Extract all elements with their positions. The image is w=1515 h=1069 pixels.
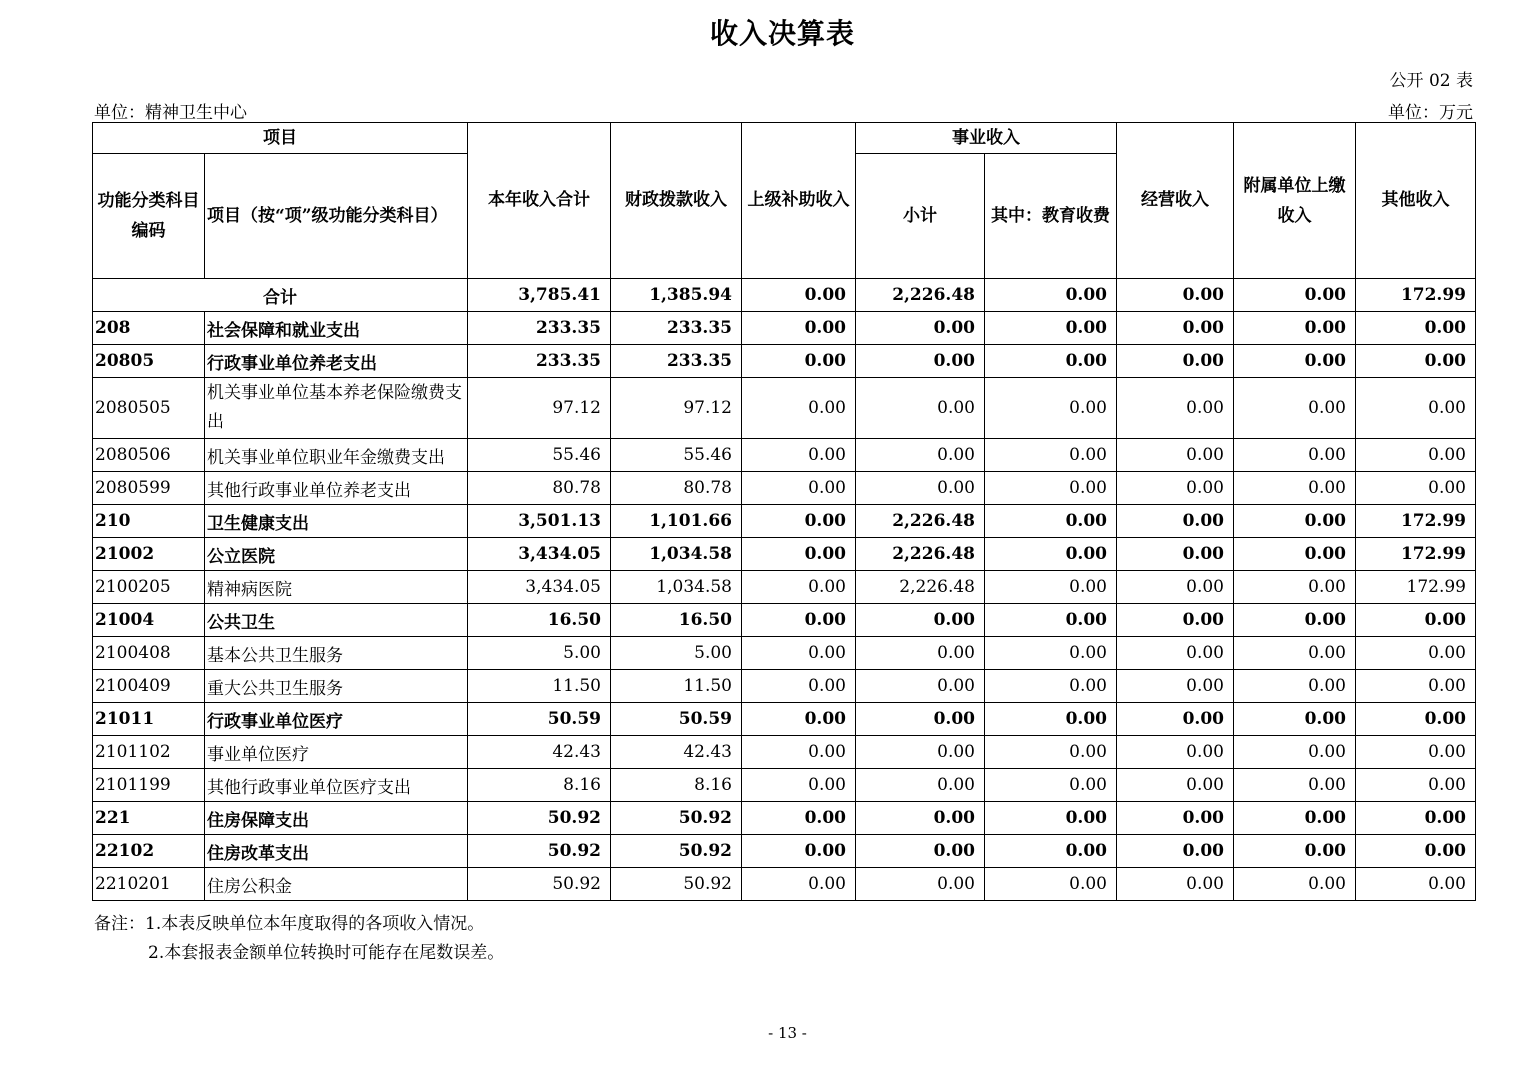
row-value: 50.92 — [611, 835, 742, 868]
row-name: 行政事业单位养老支出 — [205, 345, 468, 378]
row-name: 其他行政事业单位医疗支出 — [205, 769, 468, 802]
row-value: 0.00 — [985, 571, 1117, 604]
row-value: 0.00 — [985, 439, 1117, 472]
row-value: 50.92 — [611, 868, 742, 901]
row-name: 住房公积金 — [205, 868, 468, 901]
row-value: 0.00 — [1234, 835, 1356, 868]
row-value: 0.00 — [1356, 312, 1476, 345]
total-cell: 172.99 — [1356, 279, 1476, 312]
row-value: 0.00 — [985, 345, 1117, 378]
row-value: 0.00 — [856, 345, 985, 378]
row-value: 0.00 — [856, 835, 985, 868]
row-code: 2101199 — [93, 769, 205, 802]
row-value: 0.00 — [1117, 670, 1234, 703]
header-fiscal: 财政拨款收入 — [611, 123, 742, 279]
row-code: 22102 — [93, 835, 205, 868]
row-name: 住房改革支出 — [205, 835, 468, 868]
table-row — [93, 378, 1476, 439]
table-row — [93, 472, 1476, 505]
row-value: 0.00 — [742, 769, 856, 802]
row-value: 0.00 — [985, 703, 1117, 736]
row-value: 0.00 — [742, 670, 856, 703]
row-value: 5.00 — [611, 637, 742, 670]
row-value: 16.50 — [468, 604, 611, 637]
header-project: 项目 — [93, 123, 468, 154]
row-name: 卫生健康支出 — [205, 505, 468, 538]
row-value: 0.00 — [1117, 439, 1234, 472]
row-value: 0.00 — [742, 538, 856, 571]
row-value: 0.00 — [985, 670, 1117, 703]
row-value: 0.00 — [742, 868, 856, 901]
row-value: 2,226.48 — [856, 505, 985, 538]
row-value: 0.00 — [1117, 835, 1234, 868]
row-value: 0.00 — [1117, 345, 1234, 378]
row-value: 0.00 — [1234, 312, 1356, 345]
row-name: 行政事业单位医疗 — [205, 703, 468, 736]
row-code: 2100408 — [93, 637, 205, 670]
total-cell: 0.00 — [985, 279, 1117, 312]
row-value: 0.00 — [742, 571, 856, 604]
row-code: 2210201 — [93, 868, 205, 901]
row-value: 50.92 — [468, 802, 611, 835]
row-value: 0.00 — [1117, 312, 1234, 345]
row-value: 0.00 — [985, 378, 1117, 439]
row-value: 0.00 — [856, 439, 985, 472]
row-value: 42.43 — [468, 736, 611, 769]
row-value: 0.00 — [985, 312, 1117, 345]
row-value: 0.00 — [985, 637, 1117, 670]
reporting-unit: 单位：精神卫生中心 — [94, 103, 247, 123]
row-name: 精神病医院 — [205, 571, 468, 604]
header-operating: 经营收入 — [1117, 123, 1234, 279]
row-value: 0.00 — [1356, 378, 1476, 439]
row-value: 0.00 — [1356, 703, 1476, 736]
row-value: 0.00 — [1234, 736, 1356, 769]
row-name: 公共卫生 — [205, 604, 468, 637]
income-table — [92, 122, 1476, 901]
row-value: 0.00 — [1234, 378, 1356, 439]
row-value: 0.00 — [985, 835, 1117, 868]
header-subtotal: 小计 — [856, 154, 985, 279]
row-value: 0.00 — [742, 736, 856, 769]
row-value: 0.00 — [985, 736, 1117, 769]
total-cell: 1,385.94 — [611, 279, 742, 312]
row-value: 50.59 — [468, 703, 611, 736]
row-value: 3,434.05 — [468, 571, 611, 604]
total-cell: 3,785.41 — [468, 279, 611, 312]
row-value: 0.00 — [985, 472, 1117, 505]
row-value: 0.00 — [856, 802, 985, 835]
row-code: 2080506 — [93, 439, 205, 472]
row-value: 233.35 — [611, 345, 742, 378]
header-code: 功能分类科目编码 — [93, 154, 205, 279]
row-value: 0.00 — [1234, 637, 1356, 670]
row-value: 0.00 — [742, 604, 856, 637]
row-value: 0.00 — [1356, 736, 1476, 769]
row-value: 0.00 — [1117, 571, 1234, 604]
form-number: 公开 02 表 — [1389, 71, 1473, 91]
row-value: 0.00 — [742, 312, 856, 345]
row-value: 0.00 — [1117, 538, 1234, 571]
row-value: 0.00 — [742, 345, 856, 378]
row-name: 社会保障和就业支出 — [205, 312, 468, 345]
row-value: 97.12 — [611, 378, 742, 439]
currency-unit: 单位：万元 — [1388, 103, 1473, 123]
row-value: 172.99 — [1356, 538, 1476, 571]
row-value: 0.00 — [1234, 802, 1356, 835]
row-value: 0.00 — [856, 736, 985, 769]
row-value: 0.00 — [856, 472, 985, 505]
row-value: 0.00 — [742, 472, 856, 505]
row-value: 0.00 — [1117, 769, 1234, 802]
header-total: 本年收入合计 — [468, 123, 611, 279]
row-value: 0.00 — [985, 868, 1117, 901]
note-2: 2.本套报表金额单位转换时可能存在尾数误差。 — [148, 943, 505, 963]
table-row — [93, 670, 1476, 703]
header-superior: 上级补助收入 — [742, 123, 856, 279]
row-value: 0.00 — [1117, 868, 1234, 901]
row-value: 233.35 — [468, 312, 611, 345]
table-row — [93, 345, 1476, 378]
row-code: 208 — [93, 312, 205, 345]
row-value: 3,501.13 — [468, 505, 611, 538]
notes — [94, 910, 504, 968]
row-value: 0.00 — [1356, 868, 1476, 901]
row-value: 0.00 — [985, 604, 1117, 637]
row-value: 0.00 — [856, 604, 985, 637]
total-cell: 0.00 — [1117, 279, 1234, 312]
row-code: 20805 — [93, 345, 205, 378]
row-value: 0.00 — [742, 378, 856, 439]
row-value: 0.00 — [1234, 538, 1356, 571]
row-name: 机关事业单位基本养老保险缴费支出 — [205, 378, 468, 439]
table-row — [93, 538, 1476, 571]
header-affiliated: 附属单位上缴收入 — [1234, 123, 1356, 279]
row-value: 50.92 — [468, 835, 611, 868]
row-value: 80.78 — [468, 472, 611, 505]
row-value: 0.00 — [1234, 472, 1356, 505]
row-value: 0.00 — [1234, 703, 1356, 736]
row-value: 42.43 — [611, 736, 742, 769]
table-row — [93, 505, 1476, 538]
row-value: 0.00 — [1117, 505, 1234, 538]
row-value: 55.46 — [611, 439, 742, 472]
row-name: 机关事业单位职业年金缴费支出 — [205, 439, 468, 472]
table-row — [93, 736, 1476, 769]
total-row — [93, 279, 1476, 312]
row-value: 0.00 — [1234, 604, 1356, 637]
row-value: 55.46 — [468, 439, 611, 472]
row-value: 1,034.58 — [611, 538, 742, 571]
total-cell: 2,226.48 — [856, 279, 985, 312]
row-value: 80.78 — [611, 472, 742, 505]
row-value: 0.00 — [1234, 670, 1356, 703]
row-value: 0.00 — [1234, 769, 1356, 802]
header-name: 项目（按“项”级功能分类科目） — [205, 154, 468, 279]
row-value: 0.00 — [1356, 835, 1476, 868]
row-value: 0.00 — [1117, 472, 1234, 505]
row-value: 1,034.58 — [611, 571, 742, 604]
header-business: 事业收入 — [856, 123, 1117, 154]
row-value: 50.59 — [611, 703, 742, 736]
row-value: 0.00 — [985, 769, 1117, 802]
row-value: 0.00 — [856, 312, 985, 345]
row-value: 0.00 — [1356, 345, 1476, 378]
table-row — [93, 769, 1476, 802]
row-value: 2,226.48 — [856, 538, 985, 571]
row-value: 1,101.66 — [611, 505, 742, 538]
row-value: 0.00 — [1356, 802, 1476, 835]
total-cell: 0.00 — [742, 279, 856, 312]
row-value: 0.00 — [742, 703, 856, 736]
row-code: 2100205 — [93, 571, 205, 604]
row-value: 0.00 — [856, 703, 985, 736]
row-value: 0.00 — [742, 835, 856, 868]
row-value: 0.00 — [1234, 505, 1356, 538]
table-row — [93, 604, 1476, 637]
table-row — [93, 312, 1476, 345]
row-code: 21002 — [93, 538, 205, 571]
row-value: 2,226.48 — [856, 571, 985, 604]
row-value: 172.99 — [1356, 571, 1476, 604]
row-name: 事业单位医疗 — [205, 736, 468, 769]
table-row — [93, 703, 1476, 736]
table-row — [93, 868, 1476, 901]
row-value: 11.50 — [611, 670, 742, 703]
row-value: 5.00 — [468, 637, 611, 670]
row-name: 重大公共卫生服务 — [205, 670, 468, 703]
row-name: 住房保障支出 — [205, 802, 468, 835]
total-cell: 0.00 — [1234, 279, 1356, 312]
row-value: 97.12 — [468, 378, 611, 439]
row-value: 8.16 — [611, 769, 742, 802]
row-name: 基本公共卫生服务 — [205, 637, 468, 670]
table-row — [93, 835, 1476, 868]
header-education: 其中：教育收费 — [985, 154, 1117, 279]
row-value: 0.00 — [1117, 736, 1234, 769]
table-row — [93, 439, 1476, 472]
row-value: 0.00 — [1117, 378, 1234, 439]
row-value: 0.00 — [985, 505, 1117, 538]
table-row — [93, 571, 1476, 604]
row-value: 8.16 — [468, 769, 611, 802]
row-value: 16.50 — [611, 604, 742, 637]
row-name: 其他行政事业单位养老支出 — [205, 472, 468, 505]
row-code: 2101102 — [93, 736, 205, 769]
row-value: 50.92 — [468, 868, 611, 901]
row-value: 0.00 — [1356, 604, 1476, 637]
row-value: 0.00 — [742, 637, 856, 670]
row-value: 0.00 — [1234, 345, 1356, 378]
row-value: 172.99 — [1356, 505, 1476, 538]
row-value: 0.00 — [856, 378, 985, 439]
row-code: 2080505 — [93, 378, 205, 439]
row-value: 0.00 — [985, 538, 1117, 571]
row-value: 3,434.05 — [468, 538, 611, 571]
header-other: 其他收入 — [1356, 123, 1476, 279]
page-number: - 13 - — [768, 1024, 807, 1042]
row-value: 11.50 — [468, 670, 611, 703]
row-value: 0.00 — [856, 637, 985, 670]
row-value: 50.92 — [611, 802, 742, 835]
row-value: 233.35 — [611, 312, 742, 345]
row-code: 2100409 — [93, 670, 205, 703]
row-code: 221 — [93, 802, 205, 835]
row-value: 0.00 — [742, 439, 856, 472]
row-code: 21004 — [93, 604, 205, 637]
row-name: 公立医院 — [205, 538, 468, 571]
row-value: 0.00 — [1234, 868, 1356, 901]
row-value: 0.00 — [1234, 571, 1356, 604]
row-value: 0.00 — [1234, 439, 1356, 472]
row-value: 0.00 — [1356, 670, 1476, 703]
row-value: 0.00 — [856, 670, 985, 703]
row-code: 2080599 — [93, 472, 205, 505]
row-value: 0.00 — [742, 505, 856, 538]
row-value: 0.00 — [1117, 604, 1234, 637]
table-row — [93, 802, 1476, 835]
note-1: 备注：1.本表反映单位本年度取得的各项收入情况。 — [94, 914, 485, 934]
row-value: 0.00 — [1356, 472, 1476, 505]
row-value: 0.00 — [856, 769, 985, 802]
row-value: 0.00 — [1117, 703, 1234, 736]
row-value: 0.00 — [1117, 802, 1234, 835]
row-value: 0.00 — [1356, 769, 1476, 802]
row-value: 0.00 — [742, 802, 856, 835]
row-value: 0.00 — [856, 868, 985, 901]
row-value: 0.00 — [1356, 637, 1476, 670]
row-code: 21011 — [93, 703, 205, 736]
page-title: 收入决算表 — [709, 17, 855, 50]
row-value: 0.00 — [1356, 439, 1476, 472]
row-value: 0.00 — [1117, 637, 1234, 670]
row-value: 233.35 — [468, 345, 611, 378]
total-label: 合计 — [93, 279, 468, 312]
row-value: 0.00 — [985, 802, 1117, 835]
table-row — [93, 637, 1476, 670]
row-code: 210 — [93, 505, 205, 538]
